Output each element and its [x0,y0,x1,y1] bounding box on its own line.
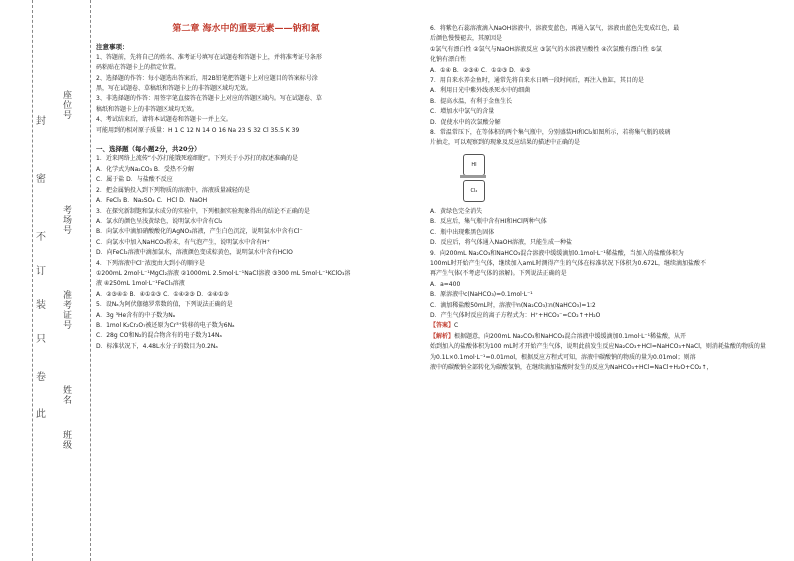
jar-cl2: Cl₂ [463,180,485,202]
binding-margin [0,0,92,561]
seal-char: 密 [36,174,46,185]
notice-line: 3、非选择题的作答：用签字笔直接答在答题卡上对应的答题区域内。写在试题卷、草 [96,95,322,103]
question-line: B．向氯水中滴加硝酸酸化的AgNO₃溶液，产生白色沉淀，说明氯水中含有Cl⁻ [96,228,303,236]
seal-char: 不 [36,232,46,243]
question-line: C．属于盐 D．与盐酸不反应 [96,176,173,184]
question-line: 化钠有漂白性 [430,56,467,64]
gas-jar-figure [458,152,488,204]
question-line: C．瓶中出现紫黑色固体 [430,228,495,236]
binding-line-outer [32,0,33,561]
question-line: A．黄绿色完全消失 [430,207,483,215]
question-line: 液 ④250mL 1mol·L⁻¹FeCl₃溶液 [96,280,185,288]
question-line: 100mL时开始产生气体，继续加入amL时测得产生的气体在标准状况下体积为0.672L，继续滴加盐酸不 [430,259,707,267]
label-exam-room: 考场号 [61,205,71,235]
question-line: B．1mol K₂Cr₂O₇被还原为Cr³⁺转移的电子数为6Nₐ [96,321,235,329]
analysis-line: 为0.1L×0.1mol·L⁻¹=0.01mol，根据反应方程式可知，溶液中碳酸钠的物质的量为0.01mol；则溶 [430,353,696,361]
question-line: A．②③④① B．④①②③ C．①④②③ D．②④①③ [96,290,229,298]
seal-char: 卷 [36,372,46,383]
question-line: D．标准状况下，4.48L水分子的数目为0.2Nₐ [96,342,218,350]
question-line: D．反应后，将气体通入NaOH溶液，只能生成一种盐 [430,239,573,247]
question-line: B．原溶液中c(NaHCO₃)=0.1mol·L⁻¹ [430,291,533,299]
question-line: D．促使水中的次氯酸分解 [430,118,501,126]
question-line: C．向氯水中加入NaHCO₃粉末，有气泡产生，说明氯水中含有H⁺ [96,238,270,246]
notice-line: 稿纸和答题卡上的非答题区域均无效。 [96,105,199,113]
question-line: ①氯气有漂白性 ②氯气与NaOH溶液反应 ③氯气的水溶液呈酸性 ④次氯酸有漂白性 ⑤氯 [430,45,662,53]
seal-char: 只 [36,334,46,345]
jar-hi: HI [463,154,485,176]
label-class: 班级 [61,430,71,450]
question-line: 1．近来网络上流传“小苏打能饿死癌细胞”。下列关于小苏打的叙述准确的是 [96,155,299,163]
question-line: A．利用日光中紫外线杀死水中的细菌 [430,87,531,95]
label-name: 姓名 [61,385,71,405]
question-line: 4．下列溶液中Cl⁻浓度由大到小的顺序是 [96,259,205,267]
right-column [430,24,780,373]
notice-line: 1、答题前，先将自己的姓名、准考证号填写在试题卷和答题卡上，并将准考证号条形 [96,53,322,61]
question-line: C．28g CO和N₂的混合物含有的电子数为14Nₐ [96,332,222,340]
question-line: 6．将紫色石蕊溶液滴入NaOH溶液中，溶液变蓝色，再通入氯气，溶液由蓝色先变成红色，最 [430,25,680,32]
answer-label: 【答案】 [430,322,455,330]
question-line: B．反应后，集气瓶中含有HI和HCl两种气体 [430,218,547,226]
label-seat-number: 座位号 [61,90,71,120]
notice-line: 码粘贴在答题卡上的指定位置。 [96,64,181,72]
question-line: C．增加水中氯气的含量 [430,108,495,116]
analysis-line [430,332,780,342]
seal-char: 订 [36,266,46,277]
question-line: C．滴加稀盐酸50mL时，溶液中n(Na₂CO₃)∶n(NaHCO₃)=1∶2 [430,301,596,309]
label-admission-number: 准考证号 [61,290,71,330]
atomic-mass-line: 可能用到的相对原子质量：H 1 C 12 N 14 O 16 Na 23 S 32 Cl 35.5 K 39 [96,126,300,134]
question-line: 再产生气体(不考虑气体的溶解)。下列说法正确的是 [430,270,567,278]
question-line: ①200mL 2mol·L⁻¹MgCl₂溶液 ②1000mL 2.5mol·L⁻¹NaCl溶液 ③300 mL 5mol·L⁻¹KClO₃溶 [96,269,351,277]
notice-line: 2、选择题的作答：每小题选出答案后，用2B铅笔把答题卡上对应题目的答案标号涂 [96,74,318,82]
question-line: 5．设Nₐ为阿伏伽德罗常数的值，下列说法正确的是 [96,301,233,309]
seal-char: 此 [36,409,46,420]
answer-line [430,321,780,331]
question-line: 3．在探究新制饱和氯水成分的实验中，下列根据实验现象得出的结论不正确的是 [96,207,310,215]
answer-value: C [454,322,459,330]
question-line: 后颜色慢慢褪去，其原因是 [430,35,503,43]
question-line: A．化学式为Na₂CO₃ B．受热不分解 [96,165,195,173]
left-column [96,24,396,352]
question-line: 7．用自来水养金鱼时，通常先将自来水日晒一段时间后，再注入鱼缸，其目的是 [430,77,644,85]
question-line: A．FeCl₃ B．Na₂SO₄ C．HCl D．NaOH [96,197,208,205]
analysis-text: 根据题意，向200mL Na₂CO₃和NaHCO₃混合溶液中缓缓滴加0.1mol·L⁻¹稀盐酸，从开 [454,332,686,340]
binding-line-inner [90,0,91,561]
notice-line: 黑，写在试题卷、草稿纸和答题卡上的非答题区域均无效。 [96,85,253,93]
page-title: 第二章 海水中的重要元素——钠和氯 [172,24,320,34]
question-line: B．提高水温，有利于金鱼生长 [430,97,513,105]
question-line: 9．向200mL Na₂CO₃和NaHCO₃混合溶液中缓缓滴加0.1mol·L⁻¹稀盐酸，当加入的盐酸体积为 [430,249,684,257]
question-line: 片抽走，可以观察到的现象及反应结果的描述中正确的是 [430,139,581,147]
question-line: A．a=400 [430,280,461,288]
seal-char: 封 [36,116,46,127]
question-line: D．向FeCl₂溶液中滴加氯水，溶液颜色变成棕黄色，说明氯水中含有HClO [96,249,293,257]
analysis-line: 液中的碳酸钠全部转化为碳酸氢钠，在继续滴加盐酸时发生的反应为NaHCO₃+HCl=NaCl+H₂O+CO₂↑， [430,363,713,371]
analysis-label: 【解析】 [430,332,455,340]
question-line: D．产生气体时反应的离子方程式为：H⁺+HCO₃⁻=CO₂↑+H₂O [430,311,601,319]
seal-char: 装 [36,300,46,311]
glass-plate [460,175,486,178]
section-heading: 一、选择题（每小题2分，共20分） [96,145,201,154]
question-line: 8．常温常压下，在等体积的两个集气瓶中，分别盛装HI和Cl₂如图所示，若将集气瓶的玻璃 [430,129,671,137]
notice-line: 4、考试结束后，请将本试题卷和答题卡一并上交。 [96,116,232,124]
question-line: A．3g ³He含有的中子数为Nₐ [96,311,176,319]
question-line: A．①④ B．②③④ C．①②③ D．④⑤ [430,66,531,74]
notice-heading: 注意事项： [96,43,129,52]
question-line: A．氯水的颜色呈浅黄绿色，说明氯水中含有Cl₂ [96,217,223,225]
question-line: 2．把金属钠投入到下列物质的溶液中，溶液质量减轻的是 [96,186,250,194]
analysis-line: 始到加入的盐酸体积为100 mL时才开始产生气体，说明此前发生反应Na₂CO₃+HCl=NaHCO₃+NaCl，则消耗盐酸的物质的量 [430,343,766,351]
